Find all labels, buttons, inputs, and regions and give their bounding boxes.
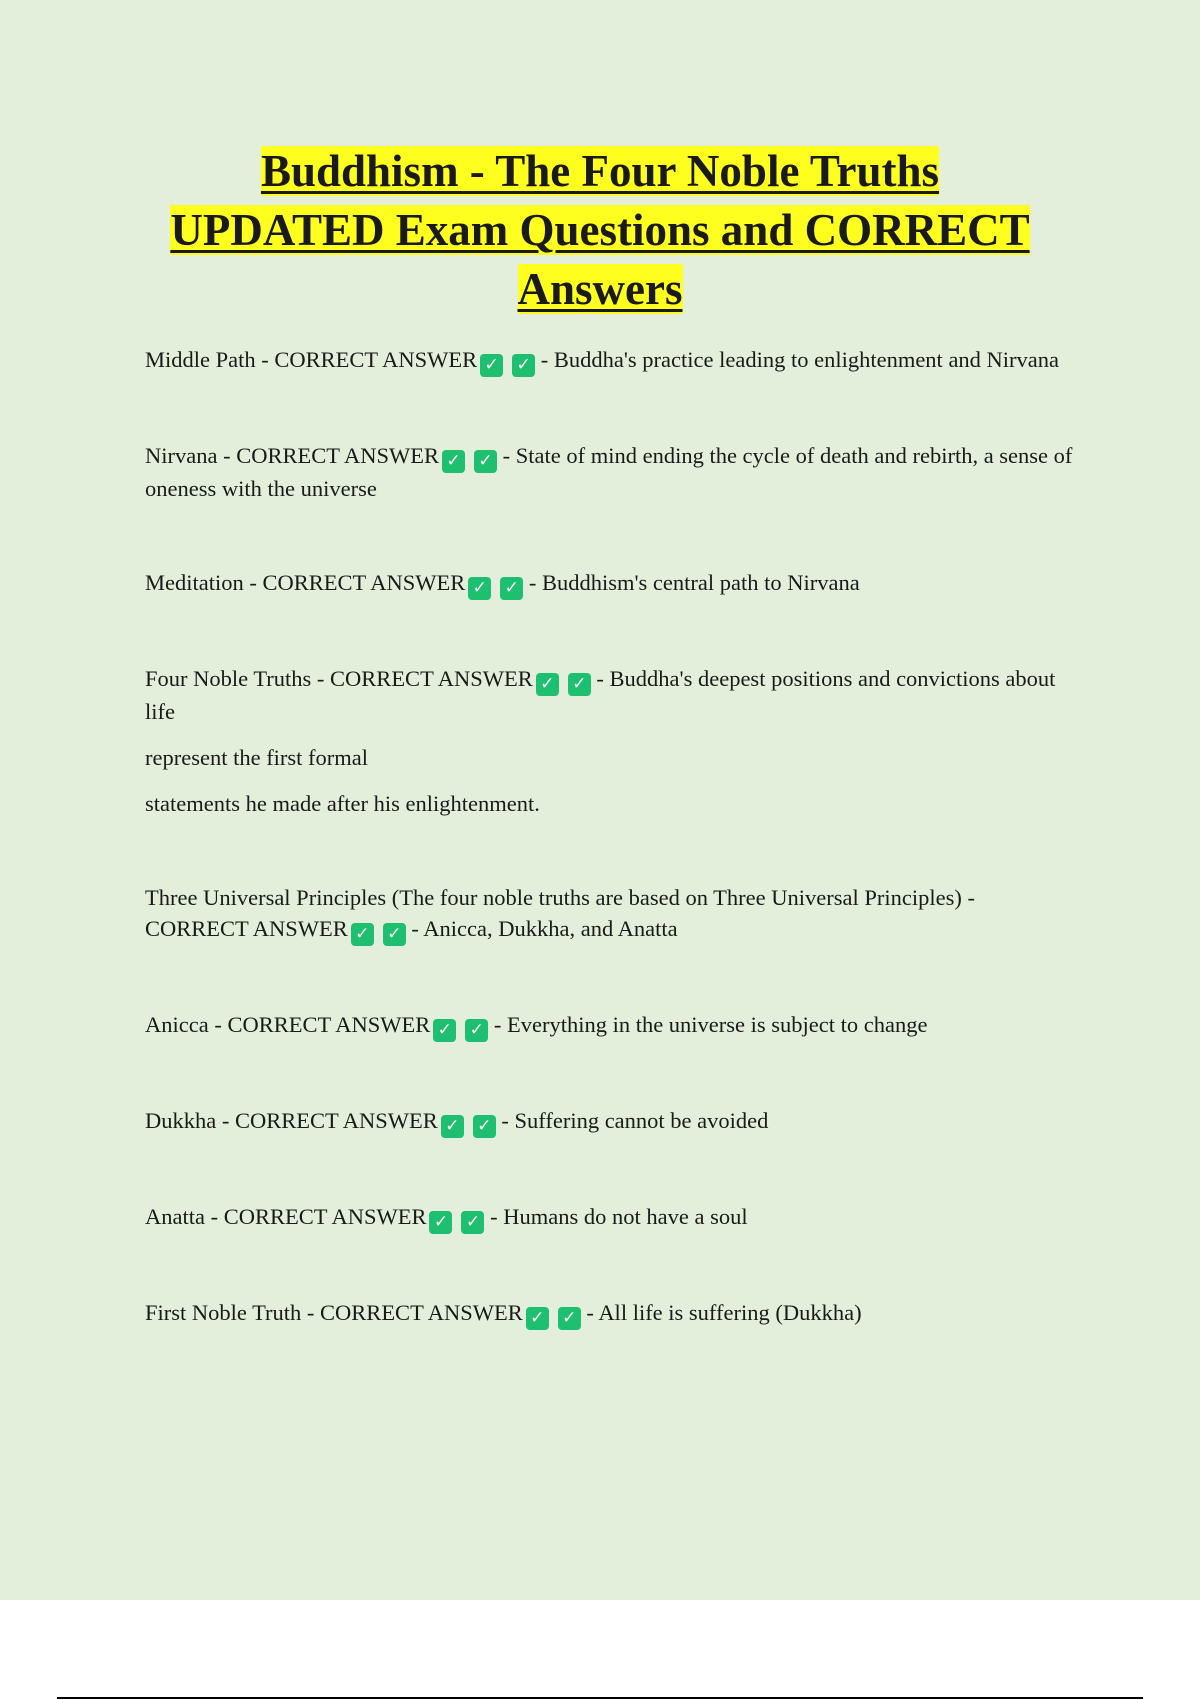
correct-answer-label: CORRECT ANSWER [274,347,478,372]
check-mark-icon: ✓ [442,450,465,473]
qa-term: Meditation [145,570,244,595]
check-mark-icon: ✓ [468,577,491,600]
qa-term: First Noble Truth [145,1300,302,1325]
correct-answer-label: CORRECT ANSWER [235,1108,438,1133]
qa-answer: Everything in the universe is subject to change [506,1012,928,1037]
qa-line: Middle Path - CORRECT ANSWER ✓ ✓ - Buddha's practice leading to enlightenment and Nirvana [145,347,1060,375]
qa-line: Meditation - CORRECT ANSWER ✓ ✓ - Buddhism's central path to Nirvana [145,570,860,598]
check-mark-icon: ✓ [480,354,503,377]
qa-answer: Buddha's practice leading to enlightenment and Nirvana [553,347,1060,372]
check-mark-icon: ✓ [433,1019,456,1042]
check-mark-icon: ✓ [429,1211,452,1234]
qa-item [145,567,1075,600]
qa-item [145,1105,1075,1138]
correct-answer-label: CORRECT ANSWER [320,1300,523,1325]
qa-item [145,882,1075,946]
qa-answer: Buddhism's central path to Nirvana [541,570,860,595]
check-mark-icon: ✓ [536,673,559,696]
qa-item [145,1297,1075,1330]
qa-answer: Buddha's deepest positions and convictions about life [145,666,1056,724]
qa-term: Middle Path [145,347,256,372]
check-mark-icon: ✓ [558,1307,581,1330]
check-mark-icon: ✓ [465,1019,488,1042]
qa-item [145,344,1075,377]
correct-answer-label: CORRECT ANSWER [227,1012,431,1037]
check-mark-icon: ✓ [500,577,523,600]
qa-line: Three Universal Principles (The four noble truths are based on Three Universal Principles) - CORRECT ANSWER ✓ ✓ - Anicca, Dukkha, and Anatta [145,885,975,944]
check-mark-icon: ✓ [383,923,406,946]
qa-term: Anicca [145,1012,209,1037]
qa-item [145,1201,1075,1234]
qa-term: Three Universal Principles (The four noble truths are based on Three Universal Principles) [145,885,962,910]
qa-line: Anicca - CORRECT ANSWER ✓ ✓ - Everything in the universe is subject to change [145,1012,928,1040]
correct-answer-label: CORRECT ANSWER [330,666,533,691]
qa-answer: Anicca, Dukkha, and Anatta [423,916,678,941]
qa-answer: All life is suffering (Dukkha) [598,1300,862,1325]
check-mark-icon: ✓ [441,1115,464,1138]
check-mark-icon: ✓ [351,923,374,946]
qa-list [145,344,1075,1330]
qa-term: Anatta [145,1204,205,1229]
qa-line: First Noble Truth - CORRECT ANSWER ✓ ✓ - All life is suffering (Dukkha) [145,1300,862,1328]
check-mark-icon: ✓ [473,1115,496,1138]
correct-answer-label: CORRECT ANSWER [236,443,439,468]
check-mark-icon: ✓ [461,1211,484,1234]
check-mark-icon: ✓ [526,1307,549,1330]
qa-item [145,663,1075,819]
qa-answer: State of mind ending the cycle of death and rebirth, a sense of oneness with the universe [145,443,1073,501]
qa-term: Nirvana [145,443,218,468]
qa-item [145,1009,1075,1042]
qa-line: Nirvana - CORRECT ANSWER ✓ ✓ - State of mind ending the cycle of death and rebirth, a sense of oneness with the universe [145,443,1073,501]
check-mark-icon: ✓ [568,673,591,696]
correct-answer-label: CORRECT ANSWER [262,570,466,595]
qa-term: Dukkha [145,1108,217,1133]
title-line-1: Buddhism - The Four Noble Truths [260,146,940,196]
qa-answer: Suffering cannot be avoided [514,1108,769,1133]
title-line-2: UPDATED Exam Questions and CORRECT [170,205,1030,255]
qa-term: Four Noble Truths [145,666,312,691]
correct-answer-label: CORRECT ANSWER [145,916,348,941]
footer-divider [57,1697,1143,1699]
correct-answer-label: CORRECT ANSWER [223,1204,427,1229]
check-mark-icon: ✓ [512,354,535,377]
qa-extra-line: statements he made after his enlightenment. [145,791,540,816]
qa-item [145,440,1075,504]
qa-line: Dukkha - CORRECT ANSWER ✓ ✓ - Suffering cannot be avoided [145,1108,769,1136]
qa-line: Four Noble Truths - CORRECT ANSWER ✓ ✓ - Buddha's deepest positions and convictions about life [145,666,1056,724]
qa-line: Anatta - CORRECT ANSWER ✓ ✓ - Humans do not have a soul [145,1204,748,1232]
document-title [60,142,1140,319]
check-mark-icon: ✓ [474,450,497,473]
title-line-3: Answers [517,264,683,314]
qa-answer: Humans do not have a soul [503,1204,748,1229]
qa-extra-line: represent the first formal [145,745,369,770]
